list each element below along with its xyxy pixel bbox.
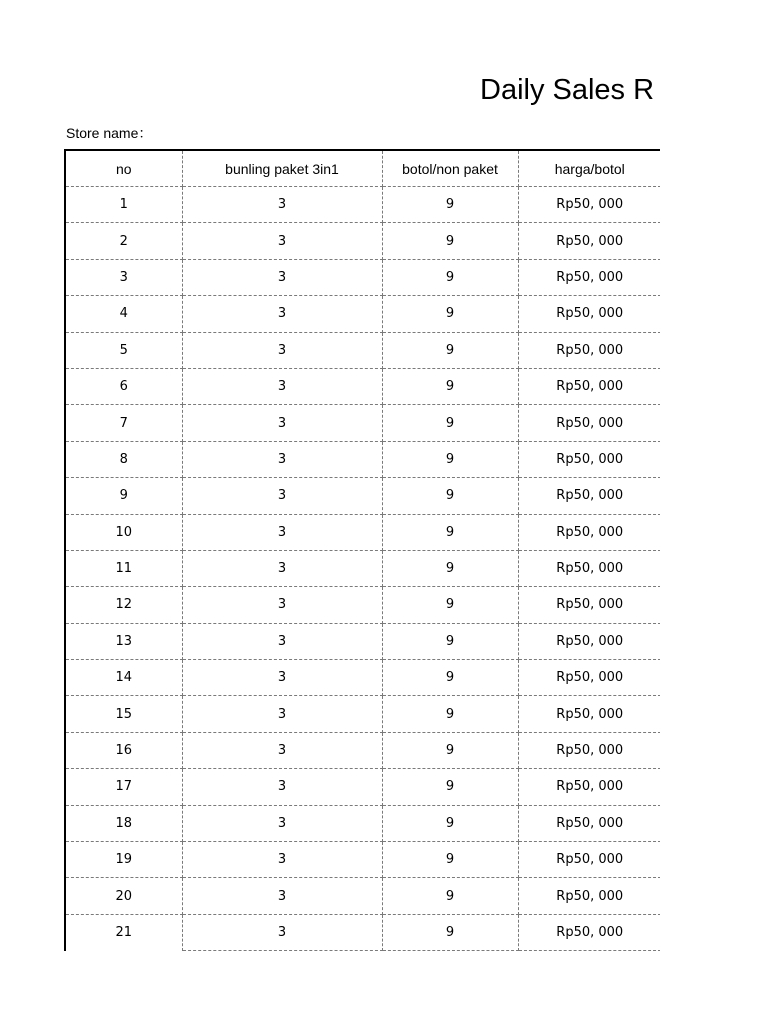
cell-bundling: 3 [182, 441, 382, 477]
cell-harga: Rp50, 000 [518, 550, 660, 586]
cell-no: 18 [65, 805, 182, 841]
cell-harga: Rp50, 000 [518, 259, 660, 295]
cell-harga: Rp50, 000 [518, 878, 660, 914]
column-header-bundling: bunling paket 3in1 [182, 150, 382, 187]
cell-botol: 9 [382, 332, 518, 368]
table-row [65, 259, 660, 295]
cell-no: 15 [65, 696, 182, 732]
cell-botol: 9 [382, 441, 518, 477]
cell-bundling: 3 [182, 914, 382, 950]
cell-bundling: 3 [182, 296, 382, 332]
cell-botol: 9 [382, 769, 518, 805]
table-row [65, 550, 660, 586]
cell-harga: Rp50, 000 [518, 732, 660, 768]
cell-bundling: 3 [182, 550, 382, 586]
cell-no: 20 [65, 878, 182, 914]
cell-bundling: 3 [182, 732, 382, 768]
cell-bundling: 3 [182, 587, 382, 623]
table-row [65, 696, 660, 732]
cell-no: 2 [65, 223, 182, 259]
cell-bundling: 3 [182, 623, 382, 659]
cell-botol: 9 [382, 660, 518, 696]
table-row [65, 332, 660, 368]
cell-bundling: 3 [182, 769, 382, 805]
table-row [65, 623, 660, 659]
cell-harga: Rp50, 000 [518, 187, 660, 223]
cell-harga: Rp50, 000 [518, 623, 660, 659]
cell-harga: Rp50, 000 [518, 914, 660, 950]
table-row [65, 660, 660, 696]
table-row [65, 914, 660, 950]
cell-botol: 9 [382, 623, 518, 659]
cell-no: 3 [65, 259, 182, 295]
table-row [65, 368, 660, 404]
table-row [65, 878, 660, 914]
cell-no: 17 [65, 769, 182, 805]
table-row [65, 842, 660, 878]
table-row [65, 769, 660, 805]
cell-bundling: 3 [182, 660, 382, 696]
cell-harga: Rp50, 000 [518, 696, 660, 732]
cell-botol: 9 [382, 296, 518, 332]
column-header-harga: harga/botol [518, 150, 660, 187]
cell-bundling: 3 [182, 332, 382, 368]
cell-no: 9 [65, 478, 182, 514]
cell-no: 11 [65, 550, 182, 586]
cell-botol: 9 [382, 187, 518, 223]
column-header-botol: botol/non paket [382, 150, 518, 187]
table-header-row [65, 150, 660, 187]
sales-table-container [64, 149, 660, 955]
table-row [65, 441, 660, 477]
cell-botol: 9 [382, 696, 518, 732]
cell-harga: Rp50, 000 [518, 368, 660, 404]
table-row [65, 732, 660, 768]
cell-bundling: 3 [182, 805, 382, 841]
table-row [65, 187, 660, 223]
cell-no: 6 [65, 368, 182, 404]
cell-no: 21 [65, 914, 182, 950]
cell-no: 19 [65, 842, 182, 878]
cell-no: 5 [65, 332, 182, 368]
cell-botol: 9 [382, 514, 518, 550]
cell-bundling: 3 [182, 878, 382, 914]
table-row [65, 805, 660, 841]
cell-bundling: 3 [182, 478, 382, 514]
report-title: Daily Sales R [480, 74, 655, 106]
cell-botol: 9 [382, 805, 518, 841]
table-row [65, 223, 660, 259]
cell-no: 16 [65, 732, 182, 768]
cell-no: 4 [65, 296, 182, 332]
cell-bundling: 3 [182, 696, 382, 732]
cell-bundling: 3 [182, 187, 382, 223]
cell-harga: Rp50, 000 [518, 587, 660, 623]
cell-botol: 9 [382, 732, 518, 768]
cell-harga: Rp50, 000 [518, 769, 660, 805]
cell-bundling: 3 [182, 223, 382, 259]
cell-harga: Rp50, 000 [518, 296, 660, 332]
cell-botol: 9 [382, 478, 518, 514]
cell-bundling: 3 [182, 405, 382, 441]
cell-bundling: 3 [182, 842, 382, 878]
cell-botol: 9 [382, 405, 518, 441]
cell-harga: Rp50, 000 [518, 805, 660, 841]
cell-harga: Rp50, 000 [518, 478, 660, 514]
cell-botol: 9 [382, 259, 518, 295]
table-body [65, 187, 660, 951]
cell-botol: 9 [382, 878, 518, 914]
cell-botol: 9 [382, 842, 518, 878]
cell-harga: Rp50, 000 [518, 660, 660, 696]
cell-no: 13 [65, 623, 182, 659]
cell-botol: 9 [382, 223, 518, 259]
cell-bundling: 3 [182, 368, 382, 404]
column-header-no: no [65, 150, 182, 187]
cell-no: 1 [65, 187, 182, 223]
cell-harga: Rp50, 000 [518, 842, 660, 878]
cell-botol: 9 [382, 914, 518, 950]
cell-harga: Rp50, 000 [518, 223, 660, 259]
cell-harga: Rp50, 000 [518, 332, 660, 368]
cell-harga: Rp50, 000 [518, 405, 660, 441]
cell-no: 7 [65, 405, 182, 441]
cell-no: 8 [65, 441, 182, 477]
table-row [65, 296, 660, 332]
table-row [65, 514, 660, 550]
store-name-label: Store name： [66, 125, 153, 141]
cell-no: 14 [65, 660, 182, 696]
cell-no: 12 [65, 587, 182, 623]
cell-botol: 9 [382, 550, 518, 586]
cell-botol: 9 [382, 368, 518, 404]
cell-botol: 9 [382, 587, 518, 623]
cell-bundling: 3 [182, 259, 382, 295]
table-row [65, 405, 660, 441]
cell-bundling: 3 [182, 514, 382, 550]
table-row [65, 478, 660, 514]
table-row [65, 587, 660, 623]
cell-harga: Rp50, 000 [518, 514, 660, 550]
cell-harga: Rp50, 000 [518, 441, 660, 477]
sales-table [64, 149, 660, 951]
cell-no: 10 [65, 514, 182, 550]
